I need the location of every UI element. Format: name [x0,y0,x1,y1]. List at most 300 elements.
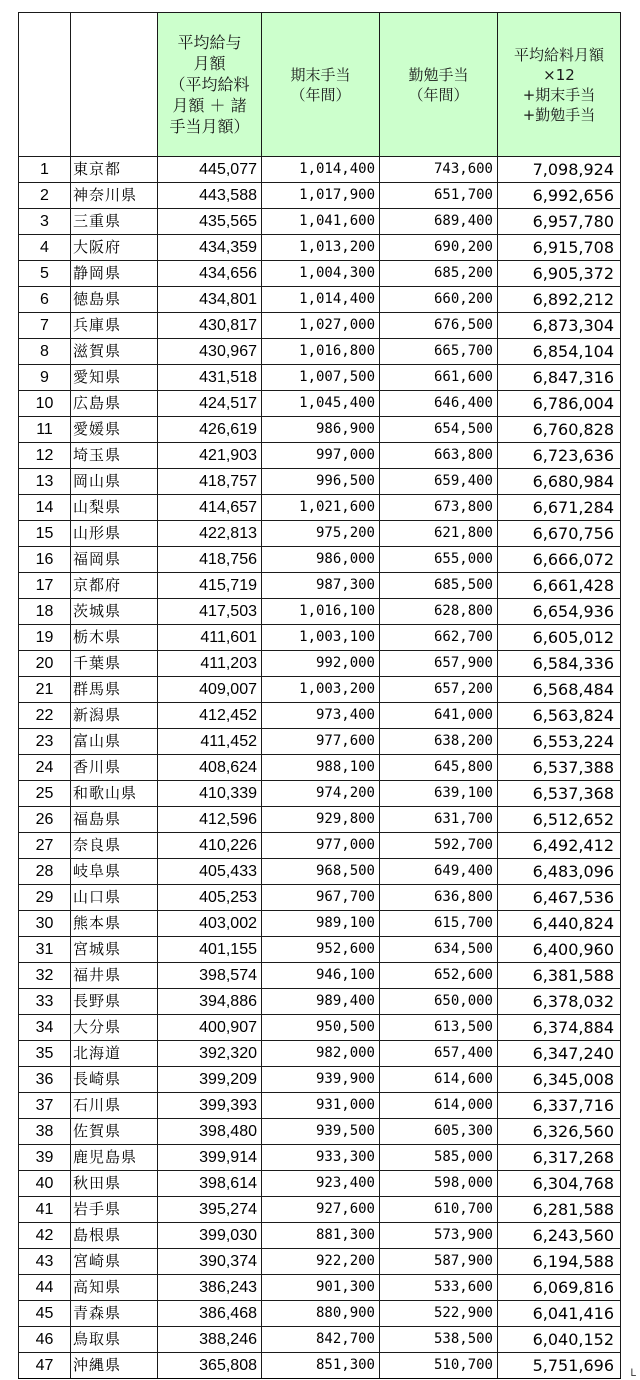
header-line: 勤勉手当 [408,65,469,84]
cell-term-end-allowance: 939,500 [262,1119,380,1145]
cell-average-pay: 409,007 [158,677,262,703]
cell-rank: 28 [19,859,71,885]
cell-annual-total: 6,483,096 [498,859,621,885]
table-body [19,157,621,1379]
cell-annual-total: 6,661,428 [498,573,621,599]
header-line: 平均給料月額 [513,45,604,64]
cell-annual-total: 6,400,960 [498,937,621,963]
cell-prefecture: 山梨県 [71,495,158,521]
cell-rank: 40 [19,1171,71,1197]
cell-diligence-allowance: 676,500 [380,313,498,339]
cell-rank: 25 [19,781,71,807]
cell-annual-total: 6,605,012 [498,625,621,651]
cell-average-pay: 412,596 [158,807,262,833]
cell-annual-total: 6,337,716 [498,1093,621,1119]
cell-rank: 20 [19,651,71,677]
cell-term-end-allowance: 1,027,000 [262,313,380,339]
cell-average-pay: 398,574 [158,963,262,989]
cell-prefecture: 徳島県 [71,287,158,313]
cell-prefecture: 沖縄県 [71,1353,158,1379]
cell-annual-total: 6,892,212 [498,287,621,313]
cell-prefecture: 宮城県 [71,937,158,963]
cell-term-end-allowance: 992,000 [262,651,380,677]
table-row [19,1041,621,1067]
cell-average-pay: 421,903 [158,443,262,469]
cell-diligence-allowance: 659,400 [380,469,498,495]
cell-prefecture: 茨城県 [71,599,158,625]
cell-rank: 10 [19,391,71,417]
table-row [19,183,621,209]
cell-diligence-allowance: 605,300 [380,1119,498,1145]
header-line: 平均給与 [177,33,242,52]
cell-annual-total: 6,786,004 [498,391,621,417]
table-row [19,209,621,235]
cell-annual-total: 6,873,304 [498,313,621,339]
cell-diligence-allowance: 673,800 [380,495,498,521]
cell-diligence-allowance: 665,700 [380,339,498,365]
cell-annual-total: 6,304,768 [498,1171,621,1197]
cell-annual-total: 6,568,484 [498,677,621,703]
cell-rank: 37 [19,1093,71,1119]
cell-term-end-allowance: 975,200 [262,521,380,547]
cell-rank: 36 [19,1067,71,1093]
cell-average-pay: 411,452 [158,729,262,755]
table-row [19,1249,621,1275]
cell-prefecture: 京都府 [71,573,158,599]
cell-term-end-allowance: 1,014,400 [262,287,380,313]
table-row [19,1223,621,1249]
cell-prefecture: 福井県 [71,963,158,989]
cell-term-end-allowance: 1,003,100 [262,625,380,651]
cell-annual-total: 6,854,104 [498,339,621,365]
cell-diligence-allowance: 631,700 [380,807,498,833]
table-row [19,573,621,599]
cell-prefecture: 鳥取県 [71,1327,158,1353]
cell-prefecture: 石川県 [71,1093,158,1119]
cell-rank: 4 [19,235,71,261]
cell-diligence-allowance: 645,800 [380,755,498,781]
cell-annual-total: 6,654,936 [498,599,621,625]
table-row [19,287,621,313]
cell-prefecture: 熊本県 [71,911,158,937]
cell-diligence-allowance: 585,000 [380,1145,498,1171]
cell-term-end-allowance: 1,016,100 [262,599,380,625]
cell-prefecture: 岩手県 [71,1197,158,1223]
cell-average-pay: 403,002 [158,911,262,937]
cell-diligence-allowance: 660,200 [380,287,498,313]
cell-average-pay: 398,480 [158,1119,262,1145]
cell-diligence-allowance: 621,800 [380,521,498,547]
cell-annual-total: 6,378,032 [498,989,621,1015]
cell-average-pay: 399,914 [158,1145,262,1171]
cell-average-pay: 415,719 [158,573,262,599]
cell-term-end-allowance: 986,900 [262,417,380,443]
cell-rank: 18 [19,599,71,625]
header-line: 月額 ＋ 諸 [172,96,247,115]
cell-annual-total: 6,670,756 [498,521,621,547]
cell-annual-total: 6,467,536 [498,885,621,911]
table-row [19,729,621,755]
cell-diligence-allowance: 615,700 [380,911,498,937]
table-header [19,13,621,157]
cell-prefecture: 広島県 [71,391,158,417]
header-annual-total [498,13,621,157]
table-row [19,625,621,651]
cell-average-pay: 424,517 [158,391,262,417]
cell-term-end-allowance: 922,200 [262,1249,380,1275]
table-row [19,651,621,677]
cell-diligence-allowance: 657,900 [380,651,498,677]
cell-annual-total: 6,671,284 [498,495,621,521]
table-row [19,1067,621,1093]
cell-diligence-allowance: 641,000 [380,703,498,729]
cell-rank: 9 [19,365,71,391]
cell-term-end-allowance: 987,300 [262,573,380,599]
table-row [19,1197,621,1223]
cell-average-pay: 401,155 [158,937,262,963]
table-row [19,443,621,469]
cell-term-end-allowance: 952,600 [262,937,380,963]
table-row [19,339,621,365]
cell-average-pay: 422,813 [158,521,262,547]
cell-term-end-allowance: 977,600 [262,729,380,755]
cell-annual-total: 7,098,924 [498,157,621,183]
cell-rank: 26 [19,807,71,833]
cell-term-end-allowance: 988,100 [262,755,380,781]
table-row [19,885,621,911]
cell-annual-total: 6,992,656 [498,183,621,209]
header-term-end-allowance [262,13,380,157]
cell-average-pay: 410,226 [158,833,262,859]
table-row [19,1119,621,1145]
table-row [19,495,621,521]
header-average-pay [158,13,262,157]
cell-annual-total: 6,537,388 [498,755,621,781]
cell-prefecture: 三重県 [71,209,158,235]
cell-average-pay: 386,243 [158,1275,262,1301]
cell-rank: 3 [19,209,71,235]
cell-term-end-allowance: 1,013,200 [262,235,380,261]
cell-rank: 22 [19,703,71,729]
cell-diligence-allowance: 651,700 [380,183,498,209]
cell-diligence-allowance: 610,700 [380,1197,498,1223]
cell-rank: 24 [19,755,71,781]
cell-annual-total: 6,680,984 [498,469,621,495]
cell-annual-total: 6,381,588 [498,963,621,989]
cell-term-end-allowance: 974,200 [262,781,380,807]
cell-annual-total: 5,751,696 [498,1353,621,1379]
cell-term-end-allowance: 1,016,800 [262,339,380,365]
cell-rank: 46 [19,1327,71,1353]
cell-diligence-allowance: 522,900 [380,1301,498,1327]
cell-term-end-allowance: 881,300 [262,1223,380,1249]
cell-term-end-allowance: 1,004,300 [262,261,380,287]
header-rank [19,13,71,157]
cell-average-pay: 408,624 [158,755,262,781]
cell-annual-total: 6,957,780 [498,209,621,235]
cell-annual-total: 6,243,560 [498,1223,621,1249]
cell-prefecture: 群馬県 [71,677,158,703]
table-row [19,365,621,391]
cell-rank: 16 [19,547,71,573]
cell-prefecture: 兵庫県 [71,313,158,339]
cell-prefecture: 静岡県 [71,261,158,287]
table-row [19,677,621,703]
cell-average-pay: 395,274 [158,1197,262,1223]
cell-prefecture: 秋田県 [71,1171,158,1197]
cell-term-end-allowance: 967,700 [262,885,380,911]
cell-rank: 1 [19,157,71,183]
cell-diligence-allowance: 639,100 [380,781,498,807]
header-diligence-allowance [380,13,498,157]
cell-rank: 41 [19,1197,71,1223]
table-row [19,391,621,417]
cell-term-end-allowance: 1,007,500 [262,365,380,391]
cell-diligence-allowance: 654,500 [380,417,498,443]
table-row [19,521,621,547]
cell-prefecture: 東京都 [71,157,158,183]
salary-table-wrapper [18,12,621,1379]
table-row [19,1301,621,1327]
table-row [19,1353,621,1379]
table-row [19,989,621,1015]
cell-average-pay: 435,565 [158,209,262,235]
cell-term-end-allowance: 1,021,600 [262,495,380,521]
cell-prefecture: 高知県 [71,1275,158,1301]
cell-diligence-allowance: 662,700 [380,625,498,651]
cell-annual-total: 6,440,824 [498,911,621,937]
cell-term-end-allowance: 982,000 [262,1041,380,1067]
cell-diligence-allowance: 598,000 [380,1171,498,1197]
cell-annual-total: 6,040,152 [498,1327,621,1353]
cell-term-end-allowance: 880,900 [262,1301,380,1327]
cell-annual-total: 6,723,636 [498,443,621,469]
cell-prefecture: 滋賀県 [71,339,158,365]
cell-prefecture: 神奈川県 [71,183,158,209]
cell-average-pay: 411,601 [158,625,262,651]
cell-diligence-allowance: 690,200 [380,235,498,261]
cell-rank: 45 [19,1301,71,1327]
cell-term-end-allowance: 973,400 [262,703,380,729]
cell-term-end-allowance: 989,400 [262,989,380,1015]
cell-average-pay: 399,030 [158,1223,262,1249]
cell-term-end-allowance: 1,014,400 [262,157,380,183]
cell-diligence-allowance: 628,800 [380,599,498,625]
cell-rank: 12 [19,443,71,469]
cell-rank: 38 [19,1119,71,1145]
cell-average-pay: 430,817 [158,313,262,339]
cell-diligence-allowance: 661,600 [380,365,498,391]
cell-diligence-allowance: 587,900 [380,1249,498,1275]
cell-diligence-allowance: 573,900 [380,1223,498,1249]
table-row [19,833,621,859]
corner-mark: ᒪ [630,1368,636,1379]
cell-term-end-allowance: 997,000 [262,443,380,469]
table-row [19,313,621,339]
cell-annual-total: 6,847,316 [498,365,621,391]
cell-term-end-allowance: 842,700 [262,1327,380,1353]
cell-term-end-allowance: 1,003,200 [262,677,380,703]
cell-average-pay: 405,433 [158,859,262,885]
header-line: +期末手当 [522,85,596,104]
cell-rank: 32 [19,963,71,989]
cell-average-pay: 426,619 [158,417,262,443]
header-line: （年間） [290,85,351,104]
header-line: +勤勉手当 [522,105,596,124]
cell-annual-total: 6,326,560 [498,1119,621,1145]
cell-prefecture: 富山県 [71,729,158,755]
cell-average-pay: 386,468 [158,1301,262,1327]
cell-diligence-allowance: 663,800 [380,443,498,469]
cell-term-end-allowance: 1,041,600 [262,209,380,235]
cell-rank: 14 [19,495,71,521]
header-line: 期末手当 [290,65,351,84]
cell-term-end-allowance: 986,000 [262,547,380,573]
cell-average-pay: 445,077 [158,157,262,183]
cell-rank: 13 [19,469,71,495]
cell-rank: 11 [19,417,71,443]
cell-average-pay: 398,614 [158,1171,262,1197]
header-line: （年間） [408,85,469,104]
cell-average-pay: 414,657 [158,495,262,521]
table-row [19,703,621,729]
cell-diligence-allowance: 533,600 [380,1275,498,1301]
cell-diligence-allowance: 657,200 [380,677,498,703]
cell-average-pay: 434,801 [158,287,262,313]
cell-prefecture: 長野県 [71,989,158,1015]
cell-diligence-allowance: 613,500 [380,1015,498,1041]
cell-diligence-allowance: 685,500 [380,573,498,599]
cell-average-pay: 418,756 [158,547,262,573]
cell-diligence-allowance: 538,500 [380,1327,498,1353]
cell-diligence-allowance: 638,200 [380,729,498,755]
table-row [19,469,621,495]
cell-average-pay: 392,320 [158,1041,262,1067]
cell-rank: 44 [19,1275,71,1301]
cell-term-end-allowance: 939,900 [262,1067,380,1093]
cell-diligence-allowance: 636,800 [380,885,498,911]
cell-annual-total: 6,553,224 [498,729,621,755]
cell-diligence-allowance: 614,000 [380,1093,498,1119]
cell-rank: 42 [19,1223,71,1249]
cell-average-pay: 434,656 [158,261,262,287]
cell-rank: 15 [19,521,71,547]
cell-prefecture: 埼玉県 [71,443,158,469]
cell-prefecture: 栃木県 [71,625,158,651]
cell-rank: 2 [19,183,71,209]
table-row [19,963,621,989]
table-row [19,1093,621,1119]
cell-annual-total: 6,915,708 [498,235,621,261]
cell-average-pay: 417,503 [158,599,262,625]
table-row [19,1327,621,1353]
cell-rank: 17 [19,573,71,599]
table-row [19,781,621,807]
cell-prefecture: 大阪府 [71,235,158,261]
cell-rank: 47 [19,1353,71,1379]
table-row [19,1015,621,1041]
cell-average-pay: 388,246 [158,1327,262,1353]
cell-prefecture: 島根県 [71,1223,158,1249]
cell-prefecture: 愛知県 [71,365,158,391]
cell-diligence-allowance: 652,600 [380,963,498,989]
cell-annual-total: 6,374,884 [498,1015,621,1041]
cell-term-end-allowance: 996,500 [262,469,380,495]
cell-prefecture: 山形県 [71,521,158,547]
cell-term-end-allowance: 923,400 [262,1171,380,1197]
table-row [19,599,621,625]
cell-average-pay: 405,253 [158,885,262,911]
cell-term-end-allowance: 929,800 [262,807,380,833]
cell-rank: 39 [19,1145,71,1171]
cell-average-pay: 431,518 [158,365,262,391]
cell-term-end-allowance: 989,100 [262,911,380,937]
cell-average-pay: 399,209 [158,1067,262,1093]
cell-prefecture: 愛媛県 [71,417,158,443]
cell-rank: 21 [19,677,71,703]
table-row [19,807,621,833]
cell-diligence-allowance: 657,400 [380,1041,498,1067]
cell-rank: 19 [19,625,71,651]
table-row [19,547,621,573]
cell-annual-total: 6,584,336 [498,651,621,677]
cell-prefecture: 新潟県 [71,703,158,729]
cell-rank: 33 [19,989,71,1015]
cell-diligence-allowance: 689,400 [380,209,498,235]
cell-term-end-allowance: 968,500 [262,859,380,885]
cell-annual-total: 6,512,652 [498,807,621,833]
cell-diligence-allowance: 655,000 [380,547,498,573]
cell-rank: 8 [19,339,71,365]
table-row [19,157,621,183]
cell-annual-total: 6,345,008 [498,1067,621,1093]
cell-average-pay: 430,967 [158,339,262,365]
header-line: ×12 [543,65,575,84]
cell-diligence-allowance: 646,400 [380,391,498,417]
cell-rank: 5 [19,261,71,287]
cell-prefecture: 岡山県 [71,469,158,495]
cell-prefecture: 岐阜県 [71,859,158,885]
cell-average-pay: 443,588 [158,183,262,209]
cell-diligence-allowance: 510,700 [380,1353,498,1379]
cell-term-end-allowance: 946,100 [262,963,380,989]
table-row [19,1145,621,1171]
cell-rank: 7 [19,313,71,339]
cell-rank: 35 [19,1041,71,1067]
cell-annual-total: 6,069,816 [498,1275,621,1301]
cell-rank: 29 [19,885,71,911]
cell-annual-total: 6,041,416 [498,1301,621,1327]
cell-term-end-allowance: 851,300 [262,1353,380,1379]
cell-annual-total: 6,492,412 [498,833,621,859]
cell-prefecture: 北海道 [71,1041,158,1067]
cell-term-end-allowance: 927,600 [262,1197,380,1223]
header-prefecture [71,13,158,157]
cell-annual-total: 6,563,824 [498,703,621,729]
cell-average-pay: 412,452 [158,703,262,729]
cell-average-pay: 394,886 [158,989,262,1015]
cell-annual-total: 6,317,268 [498,1145,621,1171]
cell-diligence-allowance: 592,700 [380,833,498,859]
cell-prefecture: 奈良県 [71,833,158,859]
cell-term-end-allowance: 977,000 [262,833,380,859]
cell-prefecture: 大分県 [71,1015,158,1041]
cell-rank: 34 [19,1015,71,1041]
cell-rank: 23 [19,729,71,755]
cell-average-pay: 410,339 [158,781,262,807]
table-row [19,235,621,261]
cell-prefecture: 千葉県 [71,651,158,677]
